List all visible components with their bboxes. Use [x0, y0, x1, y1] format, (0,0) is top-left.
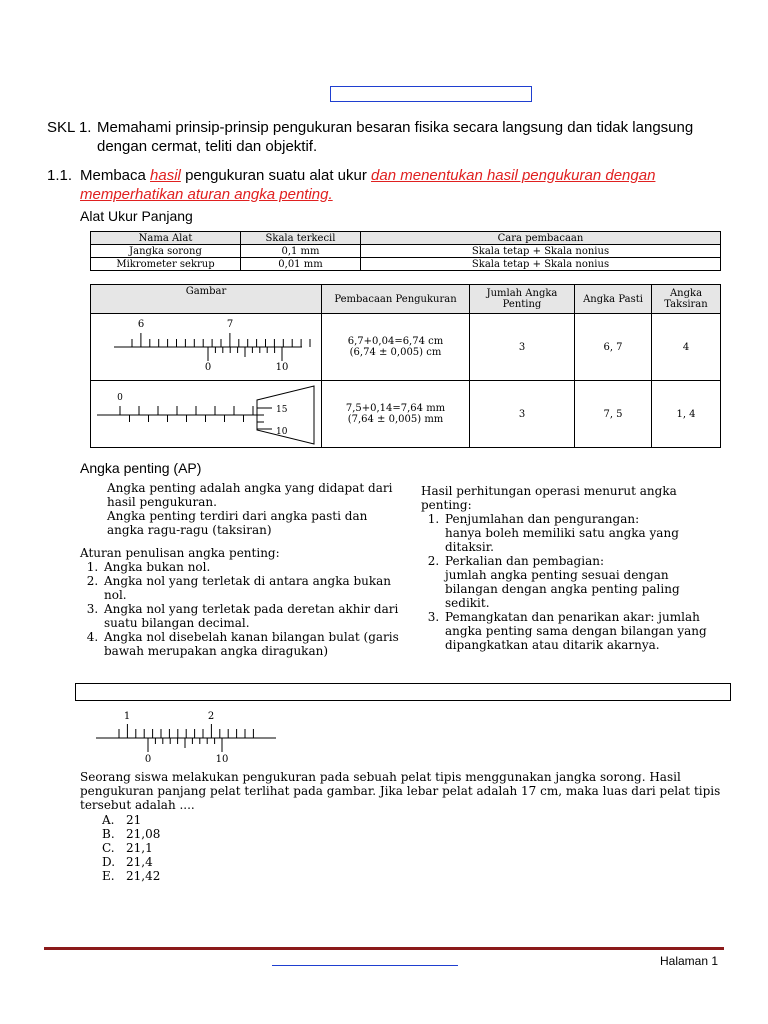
ops-title: Hasil perhitungan operasi menurut angka penting: [421, 484, 677, 512]
op-body: jumlah angka penting sesuai dengan bilangan dengan angka penting paling sedikit. [445, 568, 680, 610]
footer-line [44, 947, 724, 950]
ap-definitions [107, 481, 397, 537]
option-e[interactable]: E. 21,42 [102, 869, 161, 883]
sub-heading [47, 166, 737, 204]
op-head: 3. Pemangkatan dan penarikan akar: jumlah angka penting sama dengan bilangan yang dipangkatkan atau ditarik akarnya. [445, 610, 707, 652]
rules-title: Aturan penulisan angka penting: [80, 546, 280, 560]
scale-label: 0 [204, 362, 212, 373]
option-d[interactable]: D. 21,4 [102, 855, 153, 869]
reading-table [90, 284, 721, 448]
th-skala: Skala terkecil [241, 232, 361, 245]
cell: 3 [470, 314, 575, 381]
scale-label: 15 [276, 405, 288, 415]
ap-def1: Angka penting adalah angka yang didapat dari hasil pengukuran. [107, 481, 393, 509]
vernier-caliper-diagram [92, 315, 320, 379]
list-item [443, 610, 721, 652]
reading-line: (7,64 ± 0,005) mm [347, 414, 444, 425]
sub-part2: hasil [150, 167, 181, 184]
sub-part1: Membaca [80, 167, 146, 184]
scale-label: 6 [137, 319, 145, 330]
table-row [91, 258, 721, 271]
ap-title: Angka penting (AP) [80, 460, 202, 476]
cell: 6, 7 [575, 314, 652, 381]
sub-part3: pengukuran suatu alat ukur [185, 167, 367, 184]
th-nama: Nama Alat [91, 232, 241, 245]
alat-table [90, 231, 721, 271]
page-number: Halaman 1 [660, 954, 719, 968]
skl-heading [47, 118, 737, 156]
scale-label: 0 [144, 754, 152, 765]
footer-link[interactable] [272, 965, 458, 966]
cell: 1, 4 [652, 381, 721, 448]
th-pasti: Angka Pasti [575, 285, 652, 314]
list-item: 2. Angka nol yang terletak di antara angka bukan nol. [102, 574, 400, 602]
list-item [443, 554, 721, 610]
scale-label: 10 [275, 362, 289, 373]
option-a[interactable]: A. 21 [102, 813, 142, 827]
option-b[interactable]: B. 21,08 [102, 827, 161, 841]
reading-line: (6,74 ± 0,005) cm [349, 347, 442, 358]
option-c[interactable]: C. 21,1 [102, 841, 153, 855]
cell: 7, 5 [575, 381, 652, 448]
cell: 0,01 mm [241, 258, 361, 271]
sorong-figure [91, 314, 322, 381]
skl-number: SKL 1. [47, 119, 92, 136]
list-item: 1. Angka bukan nol. [102, 560, 400, 574]
op-head: 2. Perkalian dan pembagian: [445, 554, 604, 568]
header-box [330, 86, 532, 102]
ap-def2: Angka penting terdiri dari angka pasti dan angka ragu-ragu (taksiran) [107, 509, 368, 537]
th-cara: Cara pembacaan [361, 232, 721, 245]
cell: 3 [470, 381, 575, 448]
table-row [91, 381, 721, 448]
scale-label: 10 [276, 427, 288, 437]
cell: 0,1 mm [241, 245, 361, 258]
th-taksiran: Angka Taksiran [652, 285, 721, 314]
ap-operations [421, 484, 721, 652]
op-head: 1. Penjumlahan dan pengurangan: [445, 512, 640, 526]
mikrometer-figure [91, 381, 322, 448]
ap-rules [80, 546, 400, 658]
cell: Mikrometer sekrup [91, 258, 241, 271]
list-item [443, 512, 721, 554]
scale-label: 2 [207, 711, 215, 722]
question-text: Seorang siswa melakukan pengukuran pada sebuah pelat tipis menggunakan jangka sorong. Hasil pengukuran panjang pelat terlihat pada gambar. Jika lebar pelat adalah 17 cm, maka luas dari pelat tipis tersebut adalah .... [80, 770, 721, 812]
cell: Jangka sorong [91, 245, 241, 258]
skl-text: Memahami prinsip-prinsip pengukuran besaran fisika secara langsung dan tidak langsung dengan cermat, teliti dan objektif. [97, 119, 694, 155]
scale-label: 10 [215, 754, 229, 765]
th-jumlah: Jumlah Angka Penting [470, 285, 575, 314]
th-pembacaan: Pembacaan Pengukuran [322, 285, 470, 314]
table-row [91, 314, 721, 381]
reading-line: 7,5+0,14=7,64 mm [345, 403, 446, 414]
scale-label: 1 [123, 711, 131, 722]
question-header-box [75, 683, 731, 701]
list-item: 4. Angka nol disebelah kanan bilangan bulat (garis bawah merupakan angka diragukan) [102, 630, 400, 658]
cell: Skala tetap + Skala nonius [361, 245, 721, 258]
answer-options [102, 813, 160, 883]
list-item: 3. Angka nol yang terletak pada deretan akhir dari suatu bilangan decimal. [102, 602, 400, 630]
table-row [91, 245, 721, 258]
sub-part4: dan menentukan hasil pengukuran dengan memperhatikan aturan angka penting. [80, 167, 656, 203]
question-vernier-diagram [90, 708, 290, 768]
cell: Skala tetap + Skala nonius [361, 258, 721, 271]
scale-label: 0 [117, 393, 123, 403]
cell: 4 [652, 314, 721, 381]
reading-line: 6,7+0,04=6,74 cm [347, 336, 444, 347]
th-gambar: Gambar [91, 285, 322, 314]
alat-title: Alat Ukur Panjang [80, 208, 193, 224]
scale-label: 7 [226, 319, 234, 330]
micrometer-diagram [92, 382, 320, 446]
op-body: hanya boleh memiliki satu angka yang ditaksir. [445, 526, 679, 554]
sub-number: 1.1. [47, 167, 73, 184]
